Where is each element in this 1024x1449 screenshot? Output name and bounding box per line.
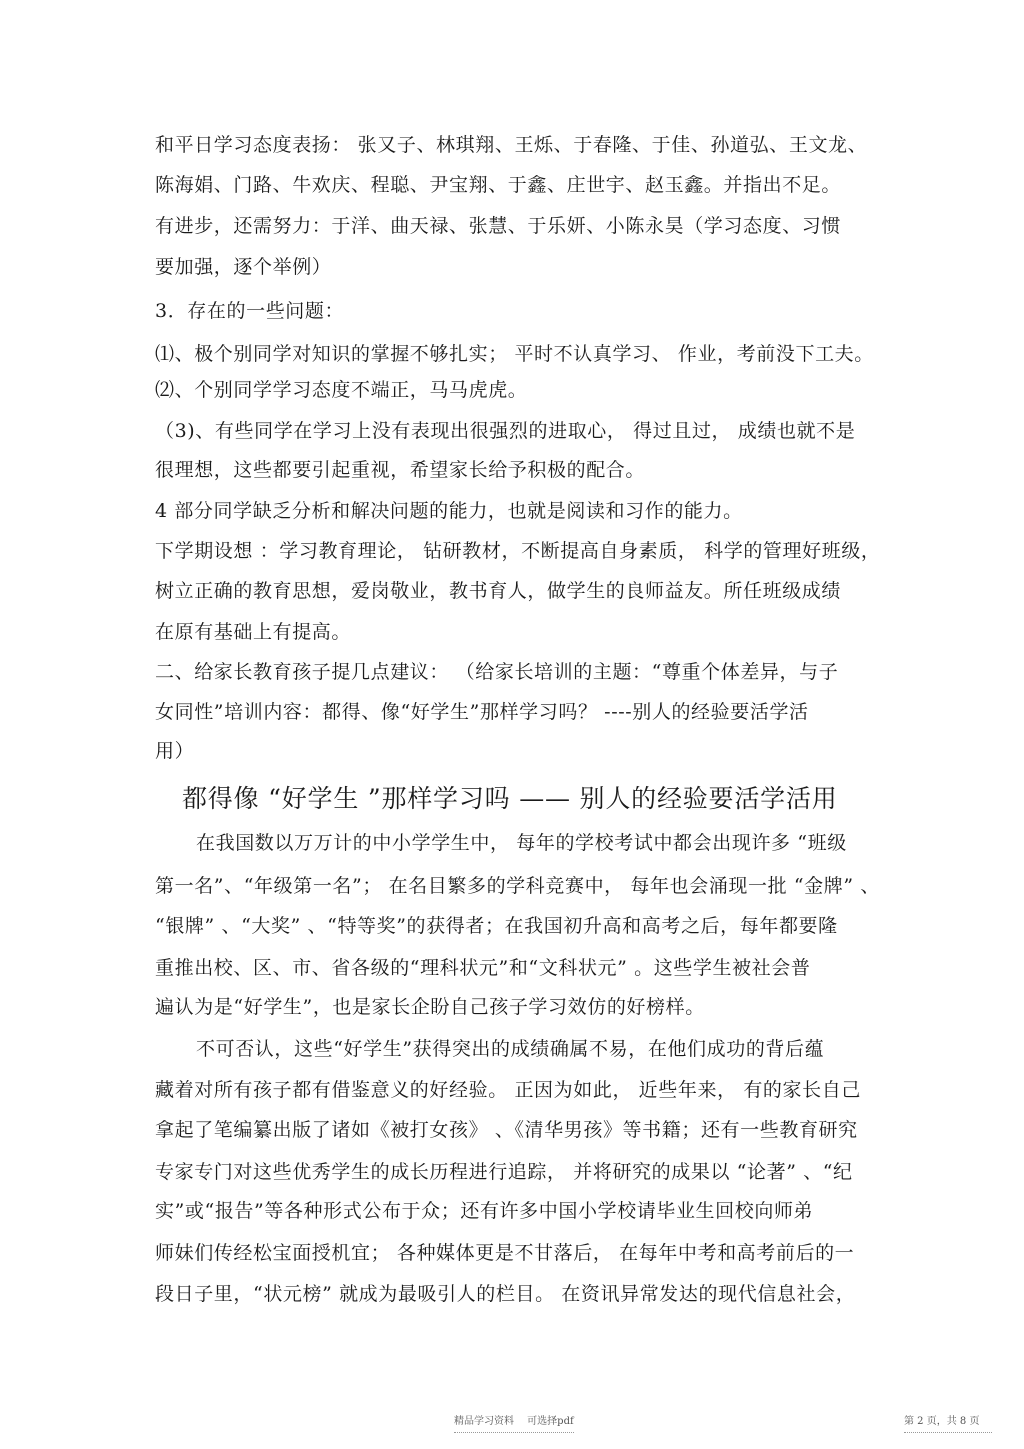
article-title: 都得像 “好学生 ”那样学习吗 —— 别人的经验要活学活用 [182, 784, 838, 813]
text-line: 陈海娟、门路、牛欢庆、程聪、尹宝翔、于鑫、庄世宇、赵玉鑫。并指出不足。 [155, 174, 842, 196]
article-line: 藏着对所有孩子都有借鉴意义的好经验。 正因为如此， 近些年来， 有的家长自己 [155, 1079, 861, 1101]
article-line: 在我国数以万万计的中小学学生中， 每年的学校考试中都会出现许多 “班级 [196, 832, 847, 854]
article-line: 不可否认，这些“好学生”获得突出的成绩确属不易，在他们成功的背后蕴 [196, 1038, 825, 1060]
text-line: 下学期设想 ：学习教育理论， 钻研教材，不断提高自身素质， 科学的管理好班级， [155, 540, 881, 562]
article-line: 第一名”、“年级第一名”； 在名目繁多的学科竞赛中， 每年也会涌现一批 “金牌” 、 [155, 875, 880, 897]
text-line: 很理想，这些都要引起重视，希望家长给予积极的配合。 [155, 459, 646, 481]
text-line: 要加强，逐个举例） [155, 256, 332, 278]
article-line: 拿起了笔编纂出版了诸如《被打女孩》 、《清华男孩》等书籍；还有一些教育研究 [155, 1119, 858, 1141]
text-line: 树立正确的教育思想，爱岗敬业，教书育人，做学生的良师益友。所任班级成绩 [155, 580, 842, 602]
article-line: 实”或“报告”等各种形式公布于众；还有许多中国小学校请毕业生回校向师弟 [155, 1200, 814, 1222]
article-line: 师妹们传经松宝面授机宜； 各种媒体更是不甘落后， 在每年中考和高考前后的一 [155, 1242, 855, 1264]
text-line: （3)、有些同学在学习上没有表现出很强烈的进取心， 得过且过， 成绩也就不是 [155, 420, 856, 442]
article-line: 遍认为是“好学生”，也是家长企盼自己孩子学习效仿的好榜样。 [155, 996, 705, 1018]
text-line: 和平日学习态度表扬： 张又子、林琪翔、王烁、于春隆、于佳、孙道弘、王文龙、 [155, 134, 868, 156]
text-line: 用） [155, 740, 195, 762]
article-line: 专家专门对这些优秀学生的成长历程进行追踪， 并将研究的成果以 “论著” 、“纪 [155, 1161, 853, 1183]
article-line: 段日子里，“状元榜” 就成为最吸引人的栏目。 在资讯异常发达的现代信息社会， [155, 1283, 856, 1305]
footer-divider [904, 1432, 992, 1434]
text-line: ⑵、个别同学学习态度不端正，马马虎虎。 [155, 379, 528, 401]
footer-watermark: 精品学习资料 可选择pdf [454, 1416, 574, 1427]
section-heading: 3．存在的一些问题： [155, 300, 345, 322]
text-line: 女同性”培训内容：都得、像“好学生”那样学习吗？ ----别人的经验要活学活 [155, 701, 809, 723]
article-line: “银牌” 、“大奖” 、“特等奖”的获得者；在我国初升高和高考之后，每年都要隆 [155, 915, 838, 937]
article-line: 重推出校、区、市、省各级的“理科状元”和“文科状元” 。这些学生被社会普 [155, 957, 811, 979]
text-line: 二、给家长教育孩子提几点建议： （给家长培训的主题：“尊重个体差异，与子 [155, 661, 839, 683]
text-line: 4 部分同学缺乏分析和解决问题的能力，也就是阅读和习作的能力。 [155, 500, 743, 522]
page-number: 第 2 页，共 8 页 [904, 1416, 980, 1427]
text-line: ⑴、极个别同学对知识的掌握不够扎实； 平时不认真学习、 作业，考前没下工夫。 [155, 343, 874, 365]
footer-divider [454, 1432, 574, 1434]
text-line: 在原有基础上有提高。 [155, 621, 352, 643]
text-line: 有进步，还需努力：于洋、曲天禄、张慧、于乐妍、小陈永昊（学习态度、习惯 [155, 215, 842, 237]
